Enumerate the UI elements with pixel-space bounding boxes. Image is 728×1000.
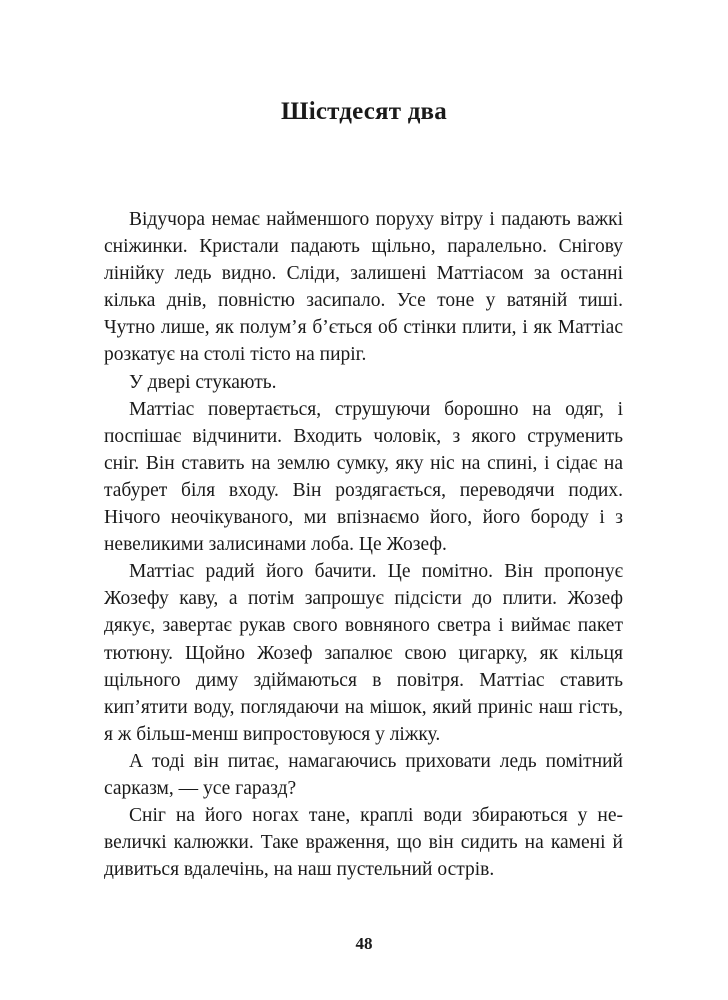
paragraph: А тоді він питає, намагаючись приховати ледь помітний сарказм, — усе гаразд? [104, 750, 623, 799]
chapter-title: Шістдесят два [281, 98, 447, 125]
paragraph: Сніг на його ногах тане, краплі води збираються у невеличкі калюжки. Таке враження, що він сидить на камені й дивиться вдалечінь, на наш пустельний острів. [104, 805, 623, 881]
paragraph: Маттіас радий його бачити. Це помітно. Він пропонує Жозефу каву, а потім запрошує підсісти до плити. Жозеф дякує, завертає рукав свого вовняного светра і виймає пакет тютюну. Щойно Жозеф запалює свою цигарку, як кільця щільного диму здіймаються в повітря. Маттіас ставить кип’ятити воду, поглядаючи на мішок, який приніс наш гість, я ж більш-менш випростовуюся у ліжку. [104, 561, 623, 745]
page-number: 48 [355, 934, 373, 953]
chapter-body [104, 206, 623, 883]
paragraph: Маттіас повертається, струшуючи борошно на одяг, і поспішає відчинити. Входить чоловік, з якого струменить сніг. Він ставить на землю сумку, яку ніс на спині, і сідає на табурет біля входу. Він роздягається, переводячи подих. Нічого неочікуваного, ми впізнаємо його, його бороду і з невеликими залисинами лоба. Це Жозеф. [104, 398, 623, 556]
paragraph: У двері стукають. [129, 371, 277, 393]
paragraph: Відучора немає найменшого поруху вітру і падають важкі сніжинки. Кристали падають щільно, паралельно. Снігову лінійку ледь видно. Сліди, залишені Маттіасом за останні кілька днів, повністю засипало. Усе тоне у ватяній тиші. Чутно лише, як полум’я б’ється об стінки плити, і як Маттіас розкатує на столі тісто на пиріг. [104, 209, 623, 366]
